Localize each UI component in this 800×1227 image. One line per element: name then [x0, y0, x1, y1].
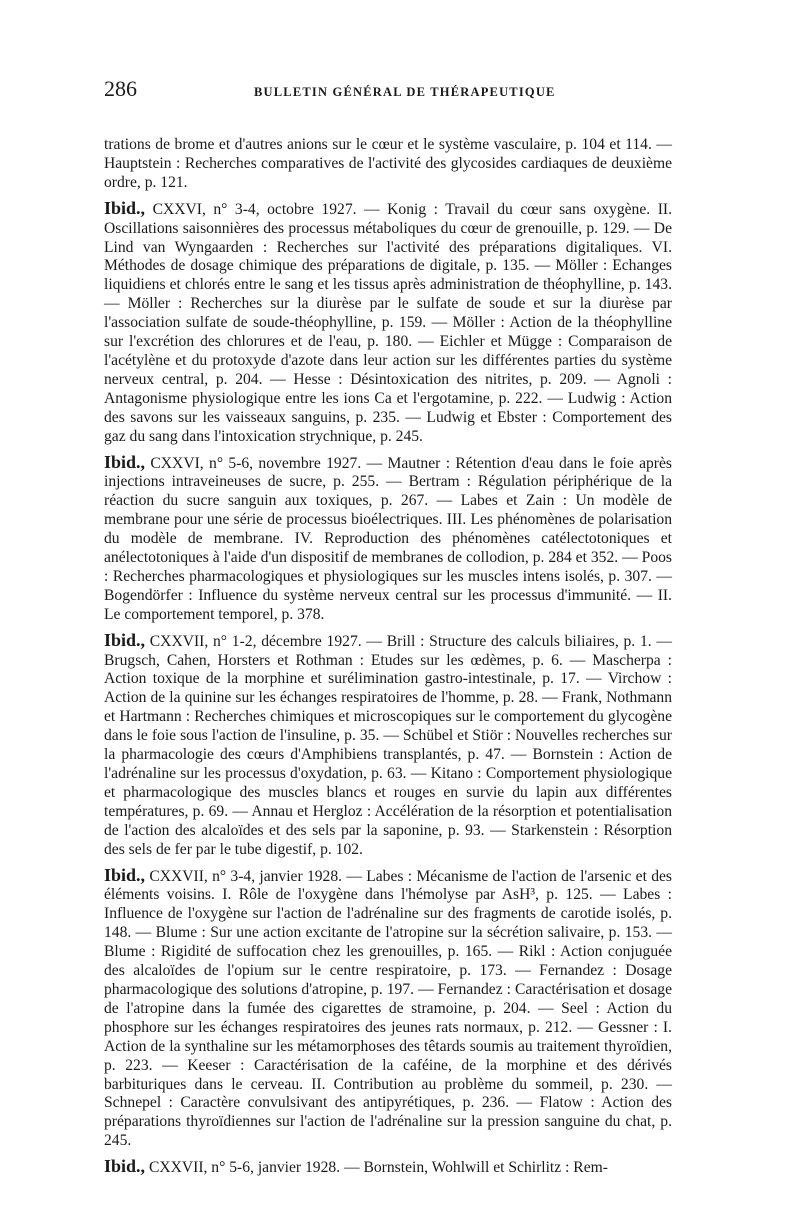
paragraph-entry [104, 631, 672, 860]
paragraph-text: CXXVI, n° 3-4, octobre 1927. — Konig : Travail du cœur sans oxygène. II. Oscillations saisonnières des processus métaboliques du cœur de grenouille, p. 129. — De Lind van Wyngaarden : Recherches sur l'activité des préparations digitaliques. VI. Méthodes de dosage chimique des préparations de digitale, p. 135. — Möller : Echanges liquidiens et chlorés entre le sang et les tissus après administration de théophylline, p. 143. — Möller : Recherches sur la diurèse par le sulfate de soude et sur la diurèse par l'association sulfate de soude-théophylline, p. 159. — Möller : Action de la théophylline sur l'excrétion des chlorures et de l'eau, p. 180. — Eichler et Mügge : Comparaison de l'acétylène et du protoxyde d'azote dans leur action sur les différentes parties du système nerveux central, p. 204. — Hesse : Désintoxication des nitrites, p. 209. — Agnoli : Antagonisme physiologique entre les ions Ca et l'ergotamine, p. 222. — Ludwig : Action des savons sur les vaisseaux sanguins, p. 235. — Ludwig et Ebster : Comportement des gaz du sang dans l'intoxication strychnique, p. 245. [104, 200, 672, 445]
paragraph-entry [104, 453, 672, 625]
ibid-lead: Ibid., [104, 451, 146, 472]
ibid-lead: Ibid., [104, 1156, 146, 1177]
body-text [104, 136, 672, 1178]
running-title: BULLETIN GÉNÉRAL DE THÉRAPEUTIQUE [254, 85, 556, 99]
paragraph-text: CXXVII, n° 1-2, décembre 1927. — Brill : Structure des calculs biliaires, p. 1. — Brugsch, Cahen, Horsters et Rothman : Etudes sur les œdèmes, p. 6. — Mascherpa : Action toxique de la morphine et surélimination gastro-intestinale, p. 17. — Virchow : Action de la quinine sur les échanges respiratoires de l'homme, p. 28. — Frank, Nothmann et Hartmann : Recherches chimiques et microscopiques sur le comportement du glycogène dans le foie sous l'action de l'insuline, p. 35. — Schübel et Stiör : Nouvelles recherches sur la pharmacologie des cœurs d'Amphibiens transplantés, p. 47. — Bornstein : Action de l'adrénaline sur les processus d'oxydation, p. 63. — Kitano : Comportement physiologique et pharmacologique des muscles blancs et rouges en survie du lapin aux différentes températures, p. 69. — Annau et Hergloz : Accélération de la résorption et potentialisation de l'action des alcaloïdes et des sels par la saponine, p. 93. — Starkenstein : Résorption des sels de fer par le tube digestif, p. 102. [104, 632, 672, 858]
paragraph-text: CXXVII, n° 5-6, janvier 1928. — Bornstein, Wohlwill et Schirlitz : Rem- [148, 1159, 608, 1177]
paragraph-entry [104, 199, 672, 447]
ibid-lead: Ibid., [104, 864, 146, 885]
page-number: 286 [104, 76, 137, 101]
page-header [104, 76, 672, 102]
paragraph-continuation [104, 136, 672, 193]
ibid-lead: Ibid., [104, 629, 146, 650]
paragraph-entry [104, 1157, 672, 1178]
ibid-lead: Ibid., [104, 197, 146, 218]
paragraph-entry [104, 866, 672, 1152]
paragraph-text: CXXVI, n° 5-6, novembre 1927. — Mautner : Rétention d'eau dans le foie après injections intraveineuses de sucre, p. 255. — Bertram : Régulation périphérique de la réaction du sucre sanguin aux toxiques, p. 267. — Labes et Zain : Un modèle de membrane pour une série de processus bioélectriques. III. Les phénomènes de polarisation du modèle de membrane. IV. Reproduction des phénomènes catélectotoniques et anélectotoniques à l'aide d'un dispositif de membranes de collodion, p. 284 et 352. — Poos : Recherches pharmacologiques et physiologiques sur les muscles intens isolés, p. 307. — Bogendörfer : Influence du système nerveux central sur les processus d'immunité. — II. Le comportement temporel, p. 378. [104, 454, 672, 623]
paragraph-text: trations de brome et d'autres anions sur le cœur et le système vasculaire, p. 104 et 114. — Hauptstein : Recherches comparatives de l'activité des glycosides cardiaques de deuxième ordre, p. 121. [104, 136, 672, 191]
paragraph-text: CXXVII, n° 3-4, janvier 1928. — Labes : Mécanisme de l'action de l'arsenic et des éléments voisins. I. Rôle de l'oxygène dans l'hémolyse par AsH³, p. 125. — Labes : Influence de l'oxygène sur l'action de l'adrénaline sur des fragments de carotide isolés, p. 148. — Blume : Sur une action excitante de l'atropine sur la sécrétion salivaire, p. 153. — Blume : Rigidité de suffocation chez les grenouilles, p. 165. — Rikl : Action conjuguée des alcaloïdes de l'opium sur le centre respiratoire, p. 173. — Fernandez : Dosage pharmacologique des solutions d'atropine, p. 197. — Fernandez : Caractérisation et dosage de l'atropine dans la fumée des cigarettes de stramoine, p. 204. — Seel : Action du phosphore sur les échanges respiratoires des jeunes rats normaux, p. 212. — Gessner : I. Action de la synthaline sur les métamorphoses des têtards soumis au traitement thyroïdien, p. 223. — Keeser : Caractérisation de la caféine, de la morphine et des dérivés barbituriques dans le cerveau. II. Contribution au problème du sommeil, p. 230. — Schnepel : Caractère convulsivant des antipyrétiques, p. 236. — Flatow : Action des préparations thyroïdiennes sur l'action de l'adrénaline sur la pression sanguine du chat, p. 245. [104, 867, 672, 1150]
